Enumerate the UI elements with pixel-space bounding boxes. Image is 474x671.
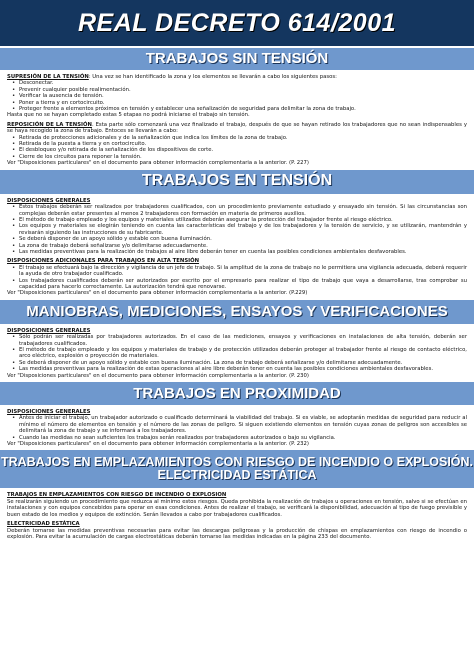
list-item: • Desconectar. <box>19 80 467 86</box>
subsection-intro: . Esta parte sólo comenzará una vez finalizado el trabajo, después de que se hayan retirado los trabajadores que no sean indispensables y se haya recogido la zona de trabajo. Entoces se llevarán a cabo: <box>7 121 468 135</box>
subsection-label: DISPOSICIONES GENERALES <box>7 197 91 204</box>
document-title: REAL DECRETO 614/2001 <box>0 0 474 46</box>
list-item: • Cierre de los circuitos para reponer la tensión. <box>19 154 467 160</box>
subsection-text: Ver "Disposiciones particulares" en el documento para obtener información complementaria a la anterior. (P.229) <box>7 290 308 297</box>
list-item: • Retirada de protecciones adicionales y de la señalización que indica los límites de la zona de trabajo. <box>19 135 467 141</box>
list-item: • Sólo podrán ser realizadas por trabajadores autorizados. En el caso de las mediciones, ensayos y verificaciones en instalaciones de alta tensión, deberán ser trabajadores cualificados. <box>19 334 467 347</box>
list-item: • La zona de trabajo deberá señalizarse y/o delimitarse adecuadamente. <box>19 243 467 249</box>
subsection-text: Deberán tomarse las medidas preventivas necesarias para evitar las descargas peligrosas y la producción de chispas en emplazamientos con riesgo de incendio o explosión. Para evitar la acumulación de cargas electrostáticas deberán tomarse las medidas indicadas en la página 233 del documento. <box>7 527 467 540</box>
section-heading-text: TRABAJOS SIN TENSIÓN <box>145 50 329 68</box>
list-item: • Estos trabajos deberán ser realizados por trabajadores cualificados, con un procedimiento previamente estudiado y ensayado sin tensión. Si las circunstancias son complejas deberán estar presentes al menos 2 trabajadores con formación en materia de primeros auxilios. <box>19 204 467 217</box>
subsection-label: DISPOSICIONES ADICIONALES PARA TRABAJOS EN ALTA TENSIÓN <box>7 258 200 265</box>
subsection <box>7 521 467 540</box>
subsection-text: Ver "Disposiciones particulares" en el documento para obtener información complementaria a la anterior. (P. 227) <box>7 160 309 167</box>
section-body <box>0 326 474 380</box>
subsection-label: REPOSICIÓN DE LA TENSIÓN <box>7 121 92 128</box>
list-item: • Cuando las medidas no sean suficientes los trabajos serán realizados por trabajadores autorizados o bajo su vigilancia. <box>19 435 467 441</box>
list-item: • Prevenir cualquier posible realimentación. <box>19 87 467 93</box>
list-item: • Poner a tierra y en cortocircuito. <box>19 100 467 106</box>
section-heading-text: TRABAJOS EN PROXIMIDAD <box>133 384 341 402</box>
list-item: • Las medidas preventivas para la realización de trabajos al aire libre deberán tener en cuenta las posibles condiciones ambientales desfavorables. <box>19 249 467 255</box>
section-heading-text: TRABAJOS EN EMPLAZAMIENTOS CON RIESGO DE INCENDIO O EXPLOSIÓN. <box>0 455 474 470</box>
bullet-list <box>7 80 467 112</box>
subsection <box>7 409 467 447</box>
section-heading-text: MANIOBRAS, MEDICIONES, ENSAYOS Y VERIFICACIONES <box>26 302 448 320</box>
subsection-label: SUPRESIÓN DE LA TENSIÓN <box>7 74 89 80</box>
subsection <box>7 328 467 379</box>
list-item: • El método de trabajo empleado y los equipos y materiales utilizados deberán asegurar la protección del trabajador frente al riesgo eléctrico. <box>19 217 467 223</box>
list-item: • Los equipos y materiales se elegirán teniendo en cuenta las características del trabajo y de los trabajadores y la tensión de servicio, y se utilizarán, mantendrán y revisarán siguiendo las instrucciones de su fabricante. <box>19 223 467 236</box>
list-item: • El desbloqueo y/o retirada de la señalización de los dispositivos de corte. <box>19 147 467 153</box>
list-item: • Antes de iniciar el trabajo, un trabajador autorizado o cualificado determinará la viabilidad del trabajo. Si es viable, se adoptarán medidas de seguridad para reducir al mínimo el número de elementos en tensión y el número de las zonas de peligro. Si siguen existiendo elementos en tensión cuyas zonas de peligros son accesibles se delimitará la zona de trabajo y se informará a los trabajadores. <box>19 415 467 434</box>
list-item: • Las medidas preventivas para la realización de estas operaciones al aire libre deberán tener en cuenta las posibles condiciones ambientales desfavorables. <box>19 366 467 372</box>
section-heading <box>0 170 474 194</box>
subsection-text: Se realizarán siguiendo un procedimiento que reduzca al mínimo estos riesgos. Queda prohibida la realización de trabajos u operaciones en tensión, salvo si se efectúan en instalaciones y con equipos concebidos para operar en esas condiciones. Antes de realizar el trabajo, se verificará la disponibilidad, adecuación al tipo de fuego previsible y buen estado de los medios y equipos de extinción. Serán llevados a cabo por trabajadores cualificados. <box>7 498 467 518</box>
list-item: • Proteger frente a elementos próximos en tensión y establecer una señalización de seguridad para delimitar la zona de trabajo. <box>19 106 467 112</box>
subsection-text: Ver "Disposiciones particulares" en el documento para obtener información complementaria a la anterior. (P. 230) <box>7 372 309 379</box>
bullet-list <box>7 204 467 255</box>
subsection-label: DISPOSICIONES GENERALES <box>7 409 91 416</box>
section-heading <box>0 300 474 324</box>
subsection-text: Hasta que no se hayan completado estas 5 etapas no podrá iniciarse el trabajo sin tensión. <box>7 112 250 119</box>
section-heading-subtext: ELECTRICIDAD ESTÁTICA <box>157 468 317 483</box>
list-item: • Verificar la ausencia de tensión. <box>19 93 467 99</box>
bullet-list <box>7 265 467 291</box>
subsection-text: Ver "Disposiciones particulares" en el documento para obtener información complementaria a la anterior. (P. 232) <box>7 441 309 448</box>
list-item: • Retirada de la puesta a tierra y en cortocircuito. <box>19 141 467 147</box>
bullet-list <box>7 334 467 372</box>
bullet-list <box>7 415 467 441</box>
section-body <box>0 407 474 448</box>
document-content <box>0 48 474 541</box>
subsection <box>7 492 467 518</box>
subsection <box>7 258 467 296</box>
section-body <box>0 196 474 298</box>
subsection <box>7 122 467 167</box>
list-item: • El método de trabajo empleado y los equipos y materiales de trabajo y de protección utilizados deberán proteger al trabajador frente al riesgo de contacto eléctrico, arco eléctrico, explosión o proyección de materiales. <box>19 347 467 360</box>
subsection <box>7 74 467 119</box>
section-body <box>0 72 474 168</box>
list-item: • Se deberá disponer de un apoyo sólido y estable con buena iluminación. La zona de trabajo deberá señalizarse y/o delimitarse adecuadamente. <box>19 360 467 366</box>
list-item: • El trabajo se efectuará bajo la dirección y vigilancia de un jefe de trabajo. Si la amplitud de la zona de trabajo no le permitiera una vigilancia adecuada, deberá requerir la ayuda de otro trabajador cualificado. <box>19 265 467 278</box>
section-heading-text: TRABAJOS EN TENSIÓN <box>141 172 333 190</box>
section-body <box>0 490 474 541</box>
subsection-intro: : Una vez se han identificado la zona y los elementos se llevarán a cabo los siguientes pasos: <box>88 74 337 80</box>
list-item: • Los trabajadores cualificados deberán ser autorizados por escrito por el empresario para realizar el tipo de trabajo que vaya a desarrollarse, tras comprobar su capacidad para hacerlo correctamente. La autorización tendrá que renovarse. <box>19 278 467 291</box>
section-heading <box>0 382 474 405</box>
bullet-list <box>7 135 467 161</box>
section-heading <box>0 450 474 488</box>
subsection <box>7 198 467 256</box>
section-heading <box>0 48 474 70</box>
subsection-lead <box>7 122 467 135</box>
subsection-label: ELECTRICIDAD ESTÁTICA <box>7 521 80 528</box>
subsection-label: DISPOSICIONES GENERALES <box>7 327 91 334</box>
list-item: • Se deberá disponer de un apoyo sólido y estable con buena iluminación. <box>19 236 467 242</box>
subsection-label: TRABAJOS EN EMPLAZAMIENTOS CON RIESGO DE INCENDIO O EXPLOSION <box>7 492 227 499</box>
